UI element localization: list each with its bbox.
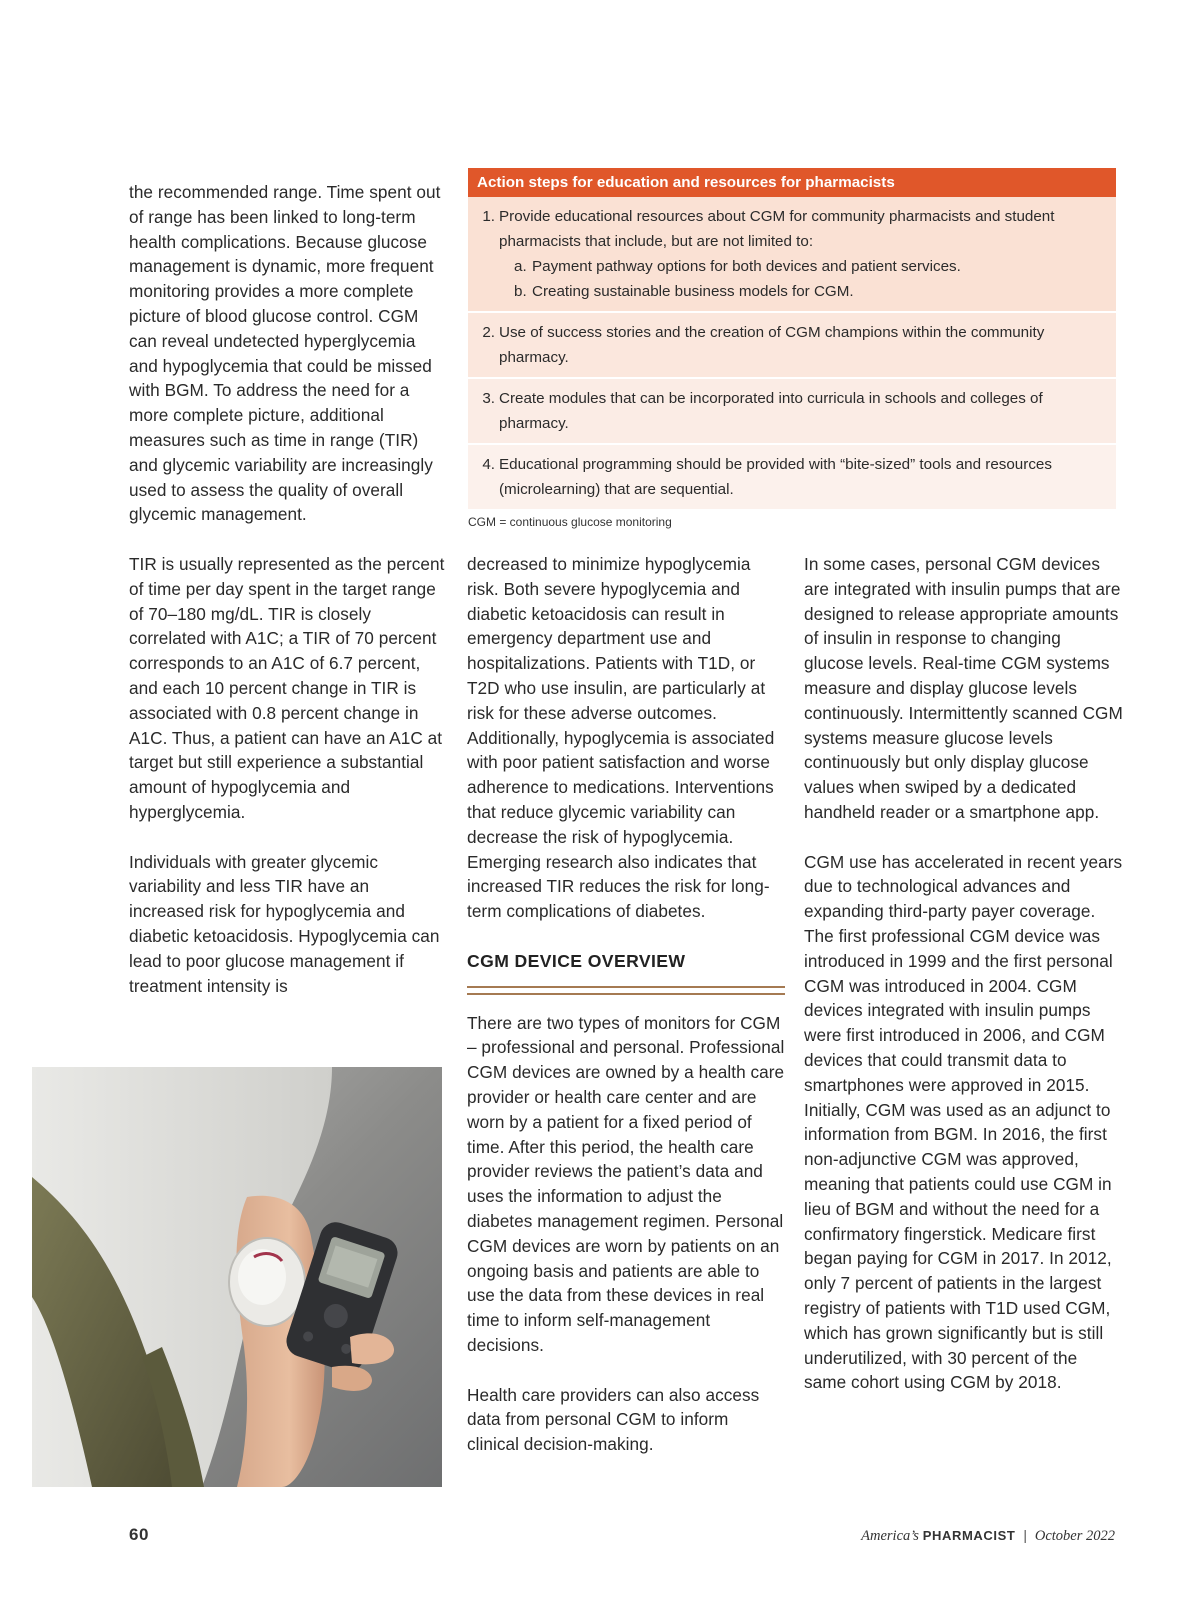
item-text: Educational programming should be provided with “bite-sized” tools and resources (microlearning) that are sequential. — [499, 456, 1052, 498]
cgm-sensor-photo — [32, 1067, 442, 1487]
body-paragraph: CGM use has accelerated in recent years due to technological advances and expanding third-party payer coverage. The first professional CGM device was introduced in 1999 and the first personal CGM was introduced in 2004. CGM devices integrated with insulin pumps were first introduced in 2006, and CGM devices that could transmit data to smartphones were approved in 2015. Initially, CGM was used as an adjunct to information from BGM. In 2016, the first non-adjunctive CGM was approved, meaning that patients could use CGM in lieu of BGM and without the need for a confirmatory fingerstick. Medicare first began paying for CGM in 2017. In 2012, only 7 percent of patients in the largest registry of patients with T1D used CGM, which has grown significantly but is still underutilized, with 30 percent of the same cohort using CGM by 2018. — [804, 851, 1123, 1393]
sidebar-item — [468, 445, 1116, 509]
sidebar-item — [468, 197, 1116, 311]
item-number: 1. — [482, 208, 495, 225]
sub-item-text: Payment pathway options for both devices and patient services. — [532, 258, 961, 275]
body-paragraph: Health care providers can also access data from personal CGM to inform clinical decision-making. — [467, 1384, 760, 1455]
body-paragraph: There are two types of monitors for CGM – professional and personal. Professional CGM devices are owned by a health care provider or health care center and are worn by a patient for a fixed period of time. After this period, the health care provider reviews the patient’s data and uses the information to adjust the diabetes management regimen. Personal CGM devices are worn by patients on an ongoing basis and patients are able to use the data from these devices in real time to inform self-management decisions. — [467, 1012, 785, 1355]
middle-column — [467, 552, 785, 1457]
sub-item-text: Creating sustainable business models for CGM. — [532, 283, 854, 300]
heading-rule — [467, 986, 785, 995]
item-number: 3. — [482, 390, 495, 407]
body-paragraph: the recommended range. Time spent out of range has been linked to long-term health complications. Because glucose management is dynamic, more frequent monitoring provides a more complete picture of blood glucose control. CGM can reveal undetected hyperglycemia and hypoglycemia that could be missed with BGM. To address the need for a more complete picture, additional measures such as time in range (TIR) and glycemic variability are increasingly used to assess the quality of overall glycemic management. — [129, 182, 441, 525]
body-paragraph: In some cases, personal CGM devices are integrated with insulin pumps that are designed to release appropriate amounts of insulin in response to changing glucose levels. Real-time CGM systems measure and display glucose levels continuously. Intermittently scanned CGM systems measure glucose levels continuously but only display glucose values when swiped by a dedicated handheld reader or a smartphone app. — [804, 554, 1123, 822]
item-number: 4. — [482, 456, 495, 473]
sidebar-footnote: CGM = continuous glucose monitoring — [468, 515, 672, 529]
section-heading: CGM DEVICE OVERVIEW — [467, 950, 686, 971]
left-column — [129, 180, 447, 998]
item-text: Provide educational resources about CGM for community pharmacists and student pharmacists that include, but are not limited to: — [499, 208, 1055, 250]
page-number: 60 — [129, 1525, 149, 1544]
sidebar-item — [468, 379, 1116, 443]
sidebar-item — [468, 313, 1116, 377]
sub-item-letter: a. — [514, 258, 527, 275]
issue-date: October 2022 — [1034, 1528, 1115, 1544]
action-steps-sidebar — [468, 168, 1116, 529]
item-text: Use of success stories and the creation of CGM champions within the community pharmacy. — [499, 324, 1045, 366]
masthead-separator: | — [1023, 1527, 1027, 1543]
right-column — [804, 552, 1124, 1395]
item-number: 2. — [482, 324, 495, 341]
body-paragraph: decreased to minimize hypoglycemia risk. Both severe hypoglycemia and diabetic ketoacidosis can result in emergency department use and hospitalizations. Patients with T1D, or T2D who use insulin, are particularly at risk for these adverse outcomes. Additionally, hypoglycemia is associated with poor patient satisfaction and worse adherence to medications. Interventions that reduce glycemic variability can decrease the risk of hypoglycemia. Emerging research also indicates that increased TIR reduces the risk for long-term complications of diabetes. — [467, 554, 775, 922]
item-text: Create modules that can be incorporated into curricula in schools and colleges of pharmacy. — [499, 390, 1043, 432]
body-paragraph: TIR is usually represented as the percent of time per day spent in the target range of 70–180 mg/dL. TIR is closely correlated with A1C; a TIR of 70 percent corresponds to an A1C of 6.7 percent, and each 10 percent change in TIR is associated with 0.8 percent change in A1C. Thus, a patient can have an A1C at target but still experience a substantial amount of hypoglycemia and hyperglycemia. — [129, 553, 445, 822]
masthead-name: PHARMACIST — [922, 1528, 1016, 1543]
body-paragraph: Individuals with greater glycemic variability and less TIR have an increased risk for hypoglycemia and diabetic ketoacidosis. Hypoglycemia can lead to poor glucose management if treatment intensity is — [129, 851, 440, 996]
sub-item-letter: b. — [514, 283, 527, 300]
publication-masthead — [861, 1527, 1115, 1545]
masthead-prefix: America’s — [861, 1528, 919, 1544]
sidebar-header: Action steps for education and resources for pharmacists — [468, 168, 1116, 197]
